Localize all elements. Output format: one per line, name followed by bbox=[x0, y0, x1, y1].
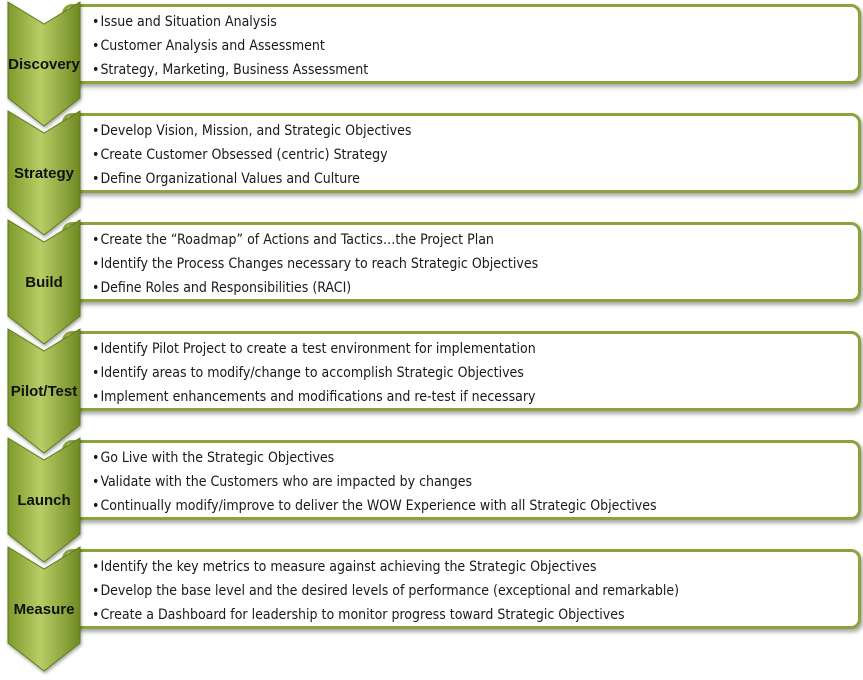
stage-items bbox=[92, 119, 411, 191]
stage-items bbox=[92, 10, 368, 82]
stage-label: Launch bbox=[17, 492, 71, 509]
stage-item: • Implement enhancements and modifications and re-test if necessary bbox=[92, 385, 536, 409]
stage-label: Measure bbox=[13, 601, 75, 618]
stage-build bbox=[0, 218, 863, 328]
stage-item: • Create the “Roadmap” of Actions and Tactics…the Project Plan bbox=[92, 228, 538, 252]
stage-pilot-test bbox=[0, 327, 863, 437]
stage-items bbox=[92, 337, 536, 409]
stage-label: Pilot/Test bbox=[10, 383, 78, 400]
stage-strategy bbox=[0, 109, 863, 219]
stage-item: • Create a Dashboard for leadership to monitor progress toward Strategic Objectives bbox=[92, 603, 679, 627]
stage-measure bbox=[0, 545, 863, 655]
stage-label: Discovery bbox=[8, 56, 80, 73]
stage-item: • Customer Analysis and Assessment bbox=[92, 34, 368, 58]
stage-item: • Identify areas to modify/change to accomplish Strategic Objectives bbox=[92, 361, 536, 385]
stage-launch bbox=[0, 436, 863, 546]
stage-item: • Develop the base level and the desired levels of performance (exceptional and remarkable) bbox=[92, 579, 679, 603]
stage-items bbox=[92, 555, 679, 627]
stage-items bbox=[92, 446, 657, 518]
stage-item: • Identify the Process Changes necessary to reach Strategic Objectives bbox=[92, 252, 538, 276]
stage-item: • Define Organizational Values and Culture bbox=[92, 167, 411, 191]
stage-item: • Define Roles and Responsibilities (RACI) bbox=[92, 276, 538, 300]
stage-item: • Validate with the Customers who are impacted by changes bbox=[92, 470, 657, 494]
stage-discovery bbox=[0, 0, 863, 110]
stage-item: • Create Customer Obsessed (centric) Strategy bbox=[92, 143, 411, 167]
stage-item: • Identify Pilot Project to create a test environment for implementation bbox=[92, 337, 536, 361]
stage-item: • Develop Vision, Mission, and Strategic Objectives bbox=[92, 119, 411, 143]
stage-item: • Issue and Situation Analysis bbox=[92, 10, 368, 34]
stage-item: • Continually modify/improve to deliver the WOW Experience with all Strategic Objectives bbox=[92, 494, 657, 518]
stage-label: Strategy bbox=[13, 165, 75, 182]
stage-item: • Strategy, Marketing, Business Assessment bbox=[92, 58, 368, 82]
stage-label: Build bbox=[25, 274, 63, 291]
stage-item: • Identify the key metrics to measure against achieving the Strategic Objectives bbox=[92, 555, 679, 579]
stage-item: • Go Live with the Strategic Objectives bbox=[92, 446, 657, 470]
stage-items bbox=[92, 228, 538, 300]
